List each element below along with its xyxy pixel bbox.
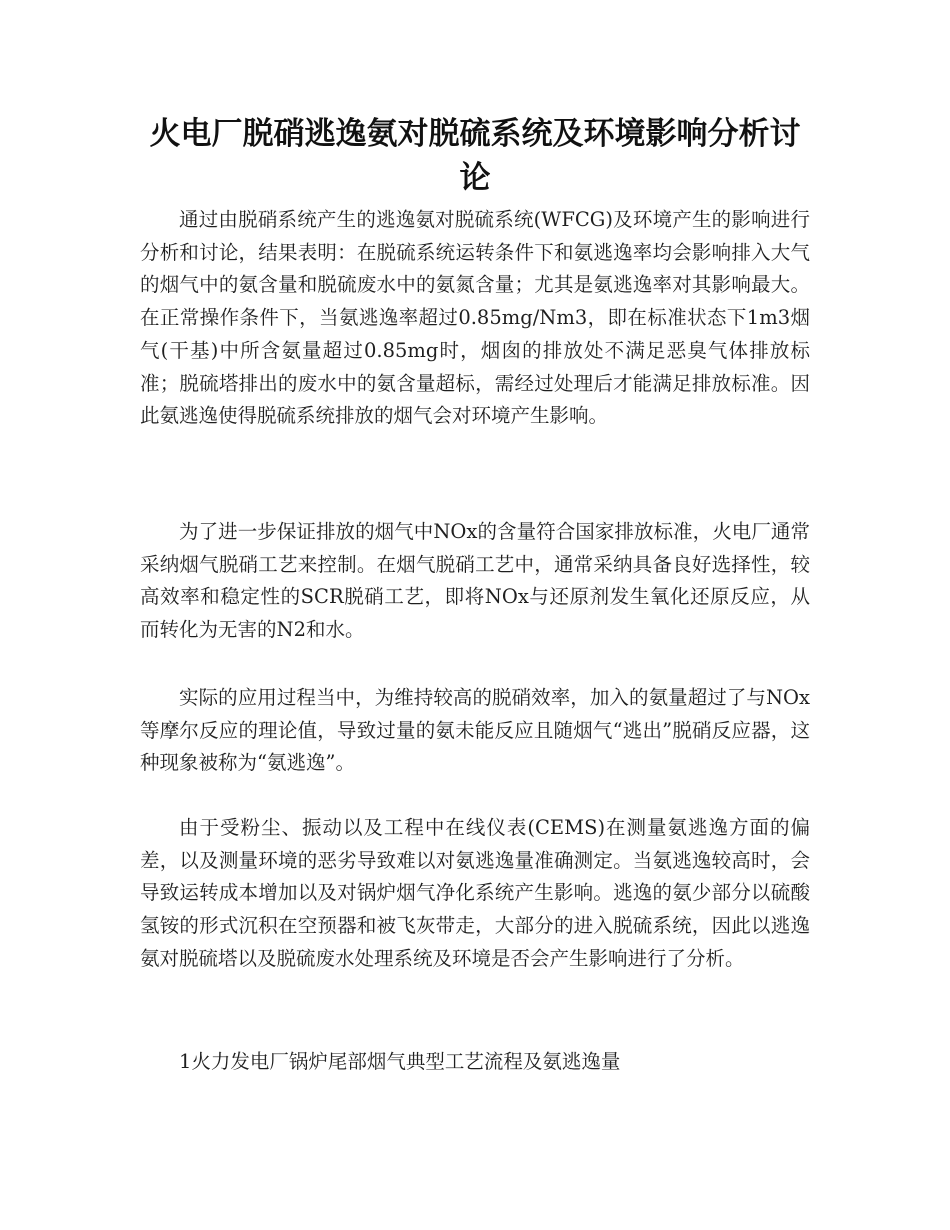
paragraph-ammonia-slip-definition: 实际的应用过程当中，为维持较高的脱硝效率，加入的氨量超过了与NOx等摩尔反应的理论值，导致过量的氨未能反应且随烟气“逃出”脱硝反应器，这种现象被称为“氨逃逸”。 xyxy=(140,686,810,775)
document-title: 火电厂脱硝逃逸氨对脱硫系统及环境影响分析讨论 xyxy=(149,116,801,196)
paragraph-measurement-issues: 由于受粉尘、振动以及工程中在线仪表(CEMS)在测量氨逃逸方面的偏差，以及测量环境的恶劣导致难以对氨逃逸量准确测定。当氨逃逸较高时，会导致运转成本增加以及对锅炉烟气净化系统产生影响。逃逸的氨少部分以硫酸氢铵的形式沉积在空预器和被飞灰带走，大部分的进入脱硫系统，因此以逃逸氨对脱硫塔以及脱硫废水处理系统及环境是否会产生影响进行了分析。 xyxy=(140,816,810,970)
paragraph-intro: 通过由脱硝系统产生的逃逸氨对脱硫系统(WFCG)及环境产生的影响进行分析和讨论，结果表明：在脱硫系统运转条件下和氨逃逸率均会影响排入大气的烟气中的氨含量和脱硫废水中的氨氮含量；尤其是氨逃逸率对其影响最大。在正常操作条件下，当氨逃逸率超过0.85mg/Nm3，即在标准状态下1m3烟气(干基)中所含氨量超过0.85mg时，烟囱的排放处不满足恶臭气体排放标准；脱硫塔排出的废水中的氨含量超标，需经过处理后才能满足排放标准。因此氨逃逸使得脱硫系统排放的烟气会对环境产生影响。 xyxy=(140,208,810,428)
section-heading-1: 1火力发电厂锅炉尾部烟气典型工艺流程及氨逃逸量 xyxy=(179,1050,621,1073)
paragraph-denitrification: 为了进一步保证排放的烟气中NOx的含量符合国家排放标准，火电厂通常采纳烟气脱硝工艺来控制。在烟气脱硝工艺中，通常采纳具备良好选择性，较高效率和稳定性的SCR脱硝工艺，即将NOx与还原剂发生氧化还原反应，从而转化为无害的N2和水。 xyxy=(140,520,810,642)
